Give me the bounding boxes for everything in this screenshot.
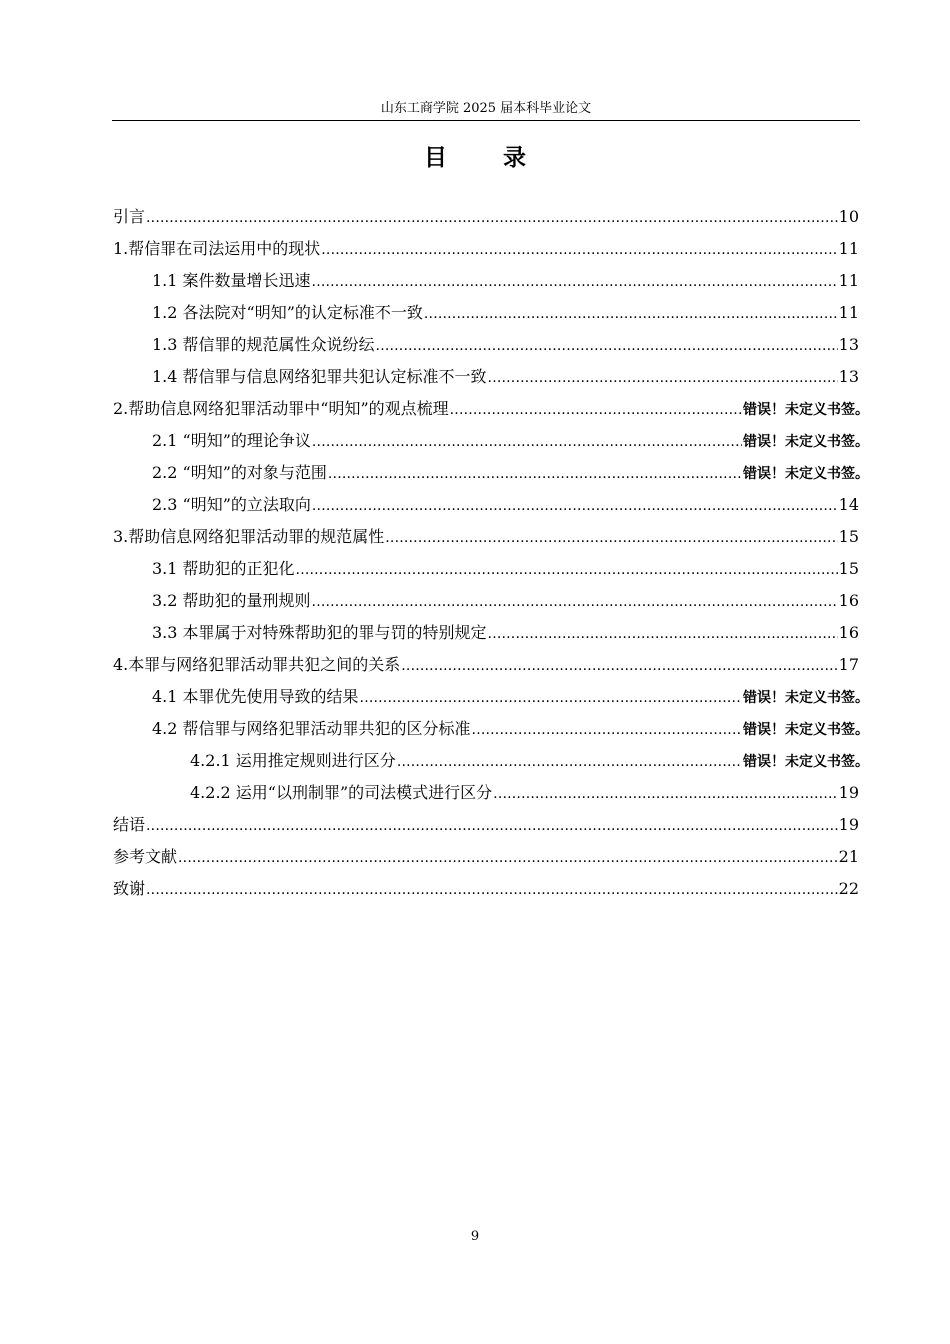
toc-entry-label: 引言 bbox=[113, 207, 146, 226]
toc-entry-page: 16 bbox=[838, 591, 859, 610]
toc-entry-page: 15 bbox=[838, 559, 859, 578]
toc-entry-page: 16 bbox=[838, 623, 859, 642]
toc-entry-label: 4.2 帮信罪与网络犯罪活动罪共犯的区分标准 bbox=[152, 719, 471, 738]
dot-leader bbox=[472, 714, 742, 746]
toc-entry-chapter-1[interactable] bbox=[113, 233, 859, 265]
toc-entry-page: 13 bbox=[838, 367, 859, 386]
toc-entry-1-4[interactable] bbox=[113, 361, 859, 393]
toc-entry-4-2-1[interactable] bbox=[113, 745, 869, 777]
toc-entry-2-3[interactable] bbox=[113, 489, 859, 521]
toc-entry-page-error: 错误！未定义书签。 bbox=[743, 690, 869, 706]
toc-entry-page: 17 bbox=[838, 655, 859, 674]
toc-entry-4-2-2[interactable] bbox=[113, 777, 859, 809]
toc-entry-1-1[interactable] bbox=[113, 265, 859, 297]
dot-leader bbox=[146, 810, 838, 842]
toc-entry-page: 11 bbox=[838, 239, 859, 258]
toc-entry-4-1[interactable] bbox=[113, 681, 869, 713]
toc-entry-label: 1.3 帮信罪的规范属性众说纷纭 bbox=[152, 335, 375, 354]
toc-entry-label: 致谢 bbox=[113, 879, 146, 898]
dot-leader bbox=[312, 586, 838, 618]
toc-entry-2-2[interactable] bbox=[113, 457, 869, 489]
toc-entry-label: 3.1 帮助犯的正犯化 bbox=[152, 559, 295, 578]
page-number: 9 bbox=[470, 1229, 480, 1244]
toc-entry-label: 1.4 帮信罪与信息网络犯罪共犯认定标准不一致 bbox=[152, 367, 487, 386]
dot-leader bbox=[312, 490, 838, 522]
dot-leader bbox=[488, 362, 838, 394]
dot-leader bbox=[360, 682, 742, 714]
toc-entry-chapter-3[interactable] bbox=[113, 521, 859, 553]
toc-entry-2-1[interactable] bbox=[113, 425, 869, 457]
toc-entry-label: 3.帮助信息网络犯罪活动罪的规范属性 bbox=[113, 527, 385, 546]
toc-entry-introduction[interactable] bbox=[113, 201, 859, 233]
dot-leader bbox=[146, 874, 838, 906]
toc-entry-page: 14 bbox=[838, 495, 859, 514]
toc-entry-label: 4.2.1 运用推定规则进行区分 bbox=[190, 751, 396, 770]
table-of-contents bbox=[113, 201, 869, 905]
toc-entry-3-2[interactable] bbox=[113, 585, 859, 617]
toc-entry-chapter-4[interactable] bbox=[113, 649, 859, 681]
toc-entry-label: 结语 bbox=[113, 815, 146, 834]
dot-leader bbox=[296, 554, 838, 586]
toc-entry-page: 11 bbox=[838, 271, 859, 290]
toc-entry-page-error: 错误！未定义书签。 bbox=[743, 434, 869, 450]
toc-entry-label: 2.帮助信息网络犯罪活动罪中“明知”的观点梳理 bbox=[113, 399, 449, 418]
toc-entry-page: 22 bbox=[838, 879, 859, 898]
toc-entry-1-2[interactable] bbox=[113, 297, 859, 329]
toc-entry-4-2[interactable] bbox=[113, 713, 869, 745]
toc-entry-page: 11 bbox=[838, 303, 859, 322]
toc-entry-3-3[interactable] bbox=[113, 617, 859, 649]
toc-entry-label: 参考文献 bbox=[113, 847, 178, 866]
dot-leader bbox=[488, 618, 838, 650]
running-header: 山东工商学院 2025 届本科毕业论文 bbox=[380, 101, 592, 116]
toc-entry-page-error: 错误！未定义书签。 bbox=[743, 402, 869, 418]
toc-entry-label: 3.3 本罪属于对特殊帮助犯的罪与罚的特别规定 bbox=[152, 623, 487, 642]
toc-entry-page-error: 错误！未定义书签。 bbox=[743, 722, 869, 738]
dot-leader bbox=[328, 458, 742, 490]
toc-entry-label: 2.2 “明知”的对象与范围 bbox=[152, 463, 327, 482]
toc-entry-label: 1.帮信罪在司法运用中的现状 bbox=[113, 239, 321, 258]
toc-entry-page: 10 bbox=[838, 207, 859, 226]
toc-entry-conclusion[interactable] bbox=[113, 809, 859, 841]
toc-entry-page-error: 错误！未定义书签。 bbox=[743, 466, 869, 482]
toc-entry-page: 13 bbox=[838, 335, 859, 354]
dot-leader bbox=[385, 522, 837, 554]
toc-entry-label: 1.2 各法院对“明知”的认定标准不一致 bbox=[152, 303, 423, 322]
toc-entry-3-1[interactable] bbox=[113, 553, 859, 585]
dot-leader bbox=[401, 650, 837, 682]
dot-leader bbox=[376, 330, 838, 362]
toc-entry-label: 4.1 本罪优先使用导致的结果 bbox=[152, 687, 359, 706]
toc-entry-page: 15 bbox=[838, 527, 859, 546]
toc-entry-page: 19 bbox=[838, 815, 859, 834]
toc-entry-chapter-2[interactable] bbox=[113, 393, 869, 425]
toc-title: 目 录 bbox=[423, 145, 550, 171]
toc-entry-page: 19 bbox=[838, 783, 859, 802]
dot-leader bbox=[493, 778, 837, 810]
dot-leader bbox=[450, 394, 742, 426]
toc-entry-label: 2.3 “明知”的立法取向 bbox=[152, 495, 311, 514]
toc-entry-label: 4.本罪与网络犯罪活动罪共犯之间的关系 bbox=[113, 655, 401, 674]
dot-leader bbox=[397, 746, 742, 778]
toc-entry-label: 3.2 帮助犯的量刑规则 bbox=[152, 591, 311, 610]
toc-entry-page: 21 bbox=[838, 847, 859, 866]
toc-entry-label: 4.2.2 运用“以刑制罪”的司法模式进行区分 bbox=[190, 783, 493, 802]
toc-entry-label: 1.1 案件数量增长迅速 bbox=[152, 271, 311, 290]
toc-entry-references[interactable] bbox=[113, 841, 859, 873]
dot-leader bbox=[178, 842, 838, 874]
dot-leader bbox=[424, 298, 838, 330]
header-rule bbox=[112, 120, 860, 121]
dot-leader bbox=[312, 426, 742, 458]
toc-entry-label: 2.1 “明知”的理论争议 bbox=[152, 431, 311, 450]
dot-leader bbox=[312, 266, 838, 298]
dot-leader bbox=[321, 234, 837, 266]
toc-entry-page-error: 错误！未定义书签。 bbox=[743, 754, 869, 770]
toc-entry-1-3[interactable] bbox=[113, 329, 859, 361]
toc-entry-acknowledgements[interactable] bbox=[113, 873, 859, 905]
dot-leader bbox=[146, 202, 838, 234]
